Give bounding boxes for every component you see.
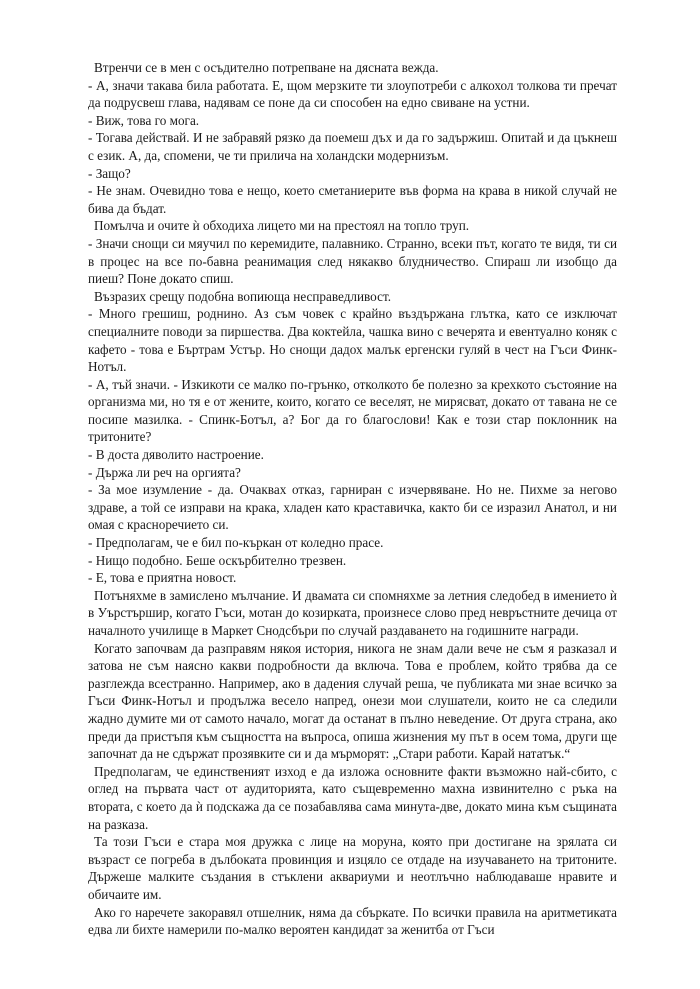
paragraph: - В доста дяволито настроение. <box>88 447 264 463</box>
paragraph: - Нищо подобно. Беше оскърбително трезвен. <box>88 552 347 568</box>
paragraph: - Не знам. Очевидно това е нещо, което сметаниерите във форма на крава в никой случай не бива да бъдат. <box>88 183 617 216</box>
paragraph: Потъняхме в замислено мълчание. И двамата си спомняхме за летния следобед в имението ѝ в Уърстършир, когато Гъси, мотан до козирката, произнесе слово пред невръстните дечица от началното училище в Маркет Снодсбъри по случай раздаването на годишните награди. <box>88 587 617 638</box>
paragraph: Та този Гъси е стара моя дружка с лице на моруна, която при достигане на зрялата си възраст се погреба в дълбоката провинция и изцяло се отдаде на изучаването на тритоните. Държеше малките създания в стъклени аквариуми и неотлъчно наблюдаваше нравите и обичаите им. <box>88 834 617 902</box>
paragraph: Ако го наречете закоравял отшелник, няма да сбъркате. По всички правила на аритметиката едва ли бихте намерили по-малко вероятен кандидат за женитба от Гъси <box>88 904 617 938</box>
paragraph: Втренчи се в мен с осъдително потрепване на дясната вежда. <box>94 60 439 75</box>
paragraph: Когато започвам да разправям някоя история, никога не знам дали вече не съм я разказал и затова не съм наясно какви подробности да включа. Това е проблем, който трябва да се разглежда всестранно. Например, ако в дадения случай реша, че публиката ми знае всичко за Гъси Финк-Нотъл и продължа весело напред, онези мои слушатели, които не са следили жадно думите ми от самото начало, могат да останат в пълно неведение. От друга страна, ако преди да пристъпя към същността на въпроса, опиша жизнения му път в осем тома, други ще започнат да не сдържат прозявките си и да мърморят: „Стари работи. Карай нататък.“ <box>88 640 617 762</box>
document-page <box>88 59 617 939</box>
paragraph: - А, значи такава била работата. Е, щом мерзките ти злоупотреби с алкохол толкова ти пречат да подрусвеш глава, надявам се поне да си способен на едно свиване на устни. <box>88 77 617 111</box>
paragraph: Помълча и очите ѝ обходиха лицето ми на престоял на топло труп. <box>94 218 470 234</box>
paragraph: Предполагам, че единственият изход е да изложа основните факти възможно най-сбито, с оглед на първата част от аудиторията, като същевременно махна извинително с ръка на втората, с което да ѝ подскажа да се позабавлява сама минута-две, докато мина към същината на разказа. <box>88 763 617 832</box>
paragraph: - Виж, това го мога. <box>88 112 200 128</box>
paragraph: - Предполагам, че е бил по-къркан от коледно прасе. <box>88 535 384 551</box>
paragraph: - Значи снощи си мяучил по керемидите, палавнико. Странно, всеки път, когато те видя, ти си в процес на все по-бавна реанимация след някакво блудничество. Спираш ли изобщо да пиеш? Поне докато спиш. <box>88 235 617 287</box>
paragraph: - Е, това е приятна новост. <box>88 570 237 586</box>
paragraph: - Много грешиш, роднино. Аз съм човек с крайно въздържана глътка, като се изключат специалните поводи за пиршества. Два коктейла, чашка вино с вечерята и евентуално коняк с кафето - това е Бъртрам Устър. Но снощи дадох малък ергенски гуляй в чест на Гъси Финк-Нотъл. <box>88 306 617 375</box>
paragraph: - Държа ли реч на оргията? <box>88 464 241 480</box>
paragraph: - А, тъй значи. - Изкикоти се малко по-грънко, отколкото бе полезно за крехкото състояние на организма ми, но тя е от жените, които, когато се веселят, не мирясват, докато от тавана не се посипе мазилка. - Спинк-Ботъл, а? Бог да го благослови! Как е този стар поклонник на тритоните? <box>88 376 617 445</box>
paragraph: Възразих срещу подобна вопиюща несправедливост. <box>94 288 392 304</box>
paragraph: - За мое изумление - да. Очаквах отказ, гарниран с изчервяване. Но не. Пихме за негово здраве, а той се изправи на крака, хладен като краставичка, както би се изразил Анатол, и ни омая с красноречието си. <box>88 482 617 533</box>
paragraph: - Защо? <box>88 165 131 181</box>
paragraph: - Тогава действай. И не забравяй рязко да поемеш дъх и да го задържиш. Опитай и да цъкнеш с език. А, да, спомени, че ти прилича на холандски модернизъм. <box>88 130 617 163</box>
